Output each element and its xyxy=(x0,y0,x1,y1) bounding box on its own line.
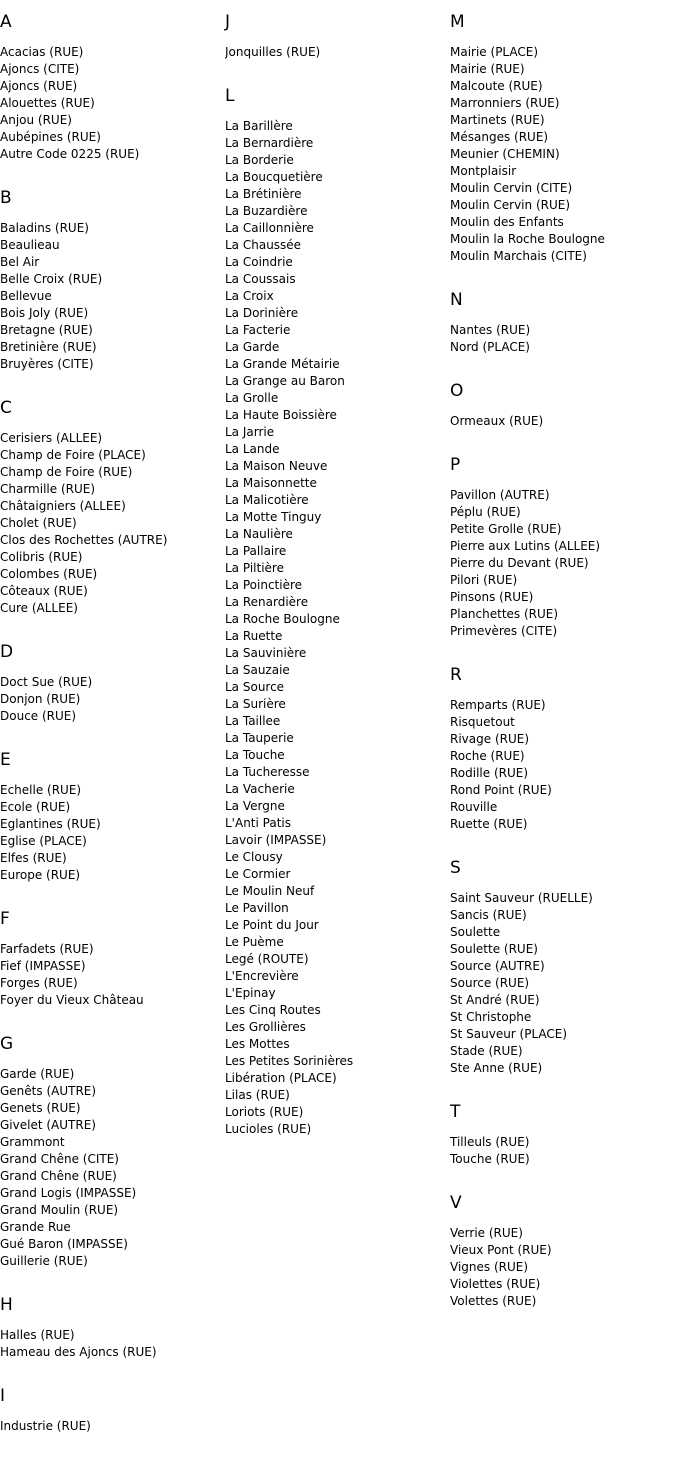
street-name: La Roche Boulogne xyxy=(225,612,340,626)
street-name: La Lande xyxy=(225,442,280,456)
street-name: Martinets (RUE) xyxy=(450,113,545,127)
street-name: Echelle (RUE) xyxy=(0,783,82,797)
street-name: Moulin la Roche Boulogne xyxy=(450,232,605,246)
street-name: La Malicotière xyxy=(225,493,309,507)
street-name: La Pallaire xyxy=(225,544,287,558)
street-list xyxy=(0,674,224,725)
letter-heading: C xyxy=(0,398,12,418)
street-name: Nord (PLACE) xyxy=(450,340,530,354)
street-name: Lucioles (RUE) xyxy=(225,1122,312,1136)
street-name: Grammont xyxy=(0,1135,65,1149)
street-name: La Chaussée xyxy=(225,238,302,252)
street-name: La Touche xyxy=(225,748,285,762)
street-name: Saint Sauveur (RUELLE) xyxy=(450,891,593,905)
street-name: Alouettes (RUE) xyxy=(0,96,95,110)
street-name: Sancis (RUE) xyxy=(450,908,527,922)
street-name: Bretagne (RUE) xyxy=(0,323,93,337)
street-name: Risquetout xyxy=(450,715,515,729)
street-name: Moulin Cervin (CITE) xyxy=(450,181,573,195)
street-name: Givelet (AUTRE) xyxy=(0,1118,96,1132)
street-name: La Vergne xyxy=(225,799,285,813)
street-name: La Buzardière xyxy=(225,204,308,218)
street-name: Violettes (RUE) xyxy=(450,1277,541,1291)
letter-heading: I xyxy=(0,1386,6,1406)
street-name: Moulin Cervin (RUE) xyxy=(450,198,571,212)
street-name: Soulette xyxy=(450,925,501,939)
street-list xyxy=(0,1066,224,1270)
street-name: La Taillee xyxy=(225,714,281,728)
street-name: Le Point du Jour xyxy=(225,918,319,932)
street-name: Legé (ROUTE) xyxy=(225,952,309,966)
street-name: La Coussais xyxy=(225,272,296,286)
street-name: Rivage (RUE) xyxy=(450,732,530,746)
street-name: Champ de Foire (RUE) xyxy=(0,465,133,479)
street-name: La Sauvinière xyxy=(225,646,307,660)
street-name: Rouville xyxy=(450,800,498,814)
street-name: Le Cormier xyxy=(225,867,291,881)
street-name: Cholet (RUE) xyxy=(0,516,77,530)
street-name: Bois Joly (RUE) xyxy=(0,306,89,320)
street-list xyxy=(0,782,224,884)
street-name: Marronniers (RUE) xyxy=(450,96,560,110)
street-name: La Maisonnette xyxy=(225,476,317,490)
street-name: La Grande Métairie xyxy=(225,357,340,371)
letter-section xyxy=(0,640,224,725)
street-name: Champ de Foire (PLACE) xyxy=(0,448,146,462)
street-name: La Sauzaie xyxy=(225,663,290,677)
street-name: Ajoncs (CITE) xyxy=(0,62,80,76)
street-name: St Sauveur (PLACE) xyxy=(450,1027,568,1041)
street-list xyxy=(450,1134,675,1168)
street-name: Doct Sue (RUE) xyxy=(0,675,93,689)
street-name: Ecole (RUE) xyxy=(0,800,71,814)
letter-section xyxy=(225,10,449,61)
street-name: Gué Baron (IMPASSE) xyxy=(0,1237,128,1251)
street-name: La Barillère xyxy=(225,119,293,133)
street-name: Beaulieau xyxy=(0,238,60,252)
street-name: Les Mottes xyxy=(225,1037,290,1051)
street-name: Hameau des Ajoncs (RUE) xyxy=(0,1345,157,1359)
street-list xyxy=(450,890,675,1077)
street-name: Farfadets (RUE) xyxy=(0,942,94,956)
street-name: Belle Croix (RUE) xyxy=(0,272,103,286)
street-name: La Facterie xyxy=(225,323,291,337)
street-name: Eglise (PLACE) xyxy=(0,834,87,848)
street-name: Douce (RUE) xyxy=(0,709,77,723)
letter-heading: R xyxy=(450,665,462,685)
street-list xyxy=(0,44,224,163)
street-name: Péplu (RUE) xyxy=(450,505,521,519)
street-name: La Vacherie xyxy=(225,782,295,796)
street-name: La Naulière xyxy=(225,527,293,541)
letter-section xyxy=(450,856,675,1077)
street-name: La Poinctière xyxy=(225,578,303,592)
street-name: Eglantines (RUE) xyxy=(0,817,101,831)
street-name: La Brétinière xyxy=(225,187,302,201)
street-name: La Motte Tinguy xyxy=(225,510,322,524)
street-name: Cure (ALLEE) xyxy=(0,601,78,615)
street-name: Grand Chêne (CITE) xyxy=(0,1152,119,1166)
street-name: La Source xyxy=(225,680,285,694)
street-name: Vignes (RUE) xyxy=(450,1260,529,1274)
index-column-1 xyxy=(0,10,224,1458)
street-name: Colibris (RUE) xyxy=(0,550,83,564)
street-name: Côteaux (RUE) xyxy=(0,584,88,598)
street-name: La Grange au Baron xyxy=(225,374,345,388)
street-list xyxy=(450,1225,675,1310)
street-name: Anjou (RUE) xyxy=(0,113,72,127)
street-name: Pilori (RUE) xyxy=(450,573,518,587)
street-name: La Renardière xyxy=(225,595,309,609)
street-name: Le Pavillon xyxy=(225,901,289,915)
street-name: Lavoir (IMPASSE) xyxy=(225,833,327,847)
street-name: Pavillon (AUTRE) xyxy=(450,488,550,502)
street-name: La Borderie xyxy=(225,153,294,167)
street-name: Genets (RUE) xyxy=(0,1101,81,1115)
street-name: Le Clousy xyxy=(225,850,283,864)
letter-section xyxy=(0,396,224,617)
letter-section xyxy=(450,1100,675,1168)
letter-section xyxy=(450,379,675,430)
street-name: Roche (RUE) xyxy=(450,749,525,763)
street-name: Verrie (RUE) xyxy=(450,1226,523,1240)
street-name: Primevères (CITE) xyxy=(450,624,558,638)
street-name: Rond Point (RUE) xyxy=(450,783,552,797)
letter-heading: M xyxy=(450,12,465,32)
street-name: Elfes (RUE) xyxy=(0,851,67,865)
letter-heading: D xyxy=(0,642,14,662)
street-name: Grand Chêne (RUE) xyxy=(0,1169,117,1183)
letter-heading: L xyxy=(225,86,235,106)
street-name: Montplaisir xyxy=(450,164,517,178)
street-name: Source (RUE) xyxy=(450,976,530,990)
street-name: Remparts (RUE) xyxy=(450,698,546,712)
street-name: Foyer du Vieux Château xyxy=(0,993,144,1007)
street-name: Malcoute (RUE) xyxy=(450,79,543,93)
street-list xyxy=(0,1327,224,1361)
street-name: La Bernardière xyxy=(225,136,314,150)
street-name: La Grolle xyxy=(225,391,279,405)
street-name: La Tauperie xyxy=(225,731,294,745)
street-name: Europe (RUE) xyxy=(0,868,81,882)
letter-heading: A xyxy=(0,12,12,32)
street-name: Moulin Marchais (CITE) xyxy=(450,249,587,263)
street-name: Aubépines (RUE) xyxy=(0,130,101,144)
street-name: Source (AUTRE) xyxy=(450,959,545,973)
street-name: La Boucquetière xyxy=(225,170,323,184)
street-name: Vieux Pont (RUE) xyxy=(450,1243,552,1257)
street-name: Clos des Rochettes (AUTRE) xyxy=(0,533,168,547)
letter-heading: G xyxy=(0,1034,14,1054)
street-name: La Dorinière xyxy=(225,306,299,320)
street-name: Grand Logis (IMPASSE) xyxy=(0,1186,137,1200)
letter-heading: B xyxy=(0,188,12,208)
street-name: Industrie (RUE) xyxy=(0,1419,91,1433)
street-name: St André (RUE) xyxy=(450,993,540,1007)
street-list xyxy=(450,44,675,265)
street-name: Libération (PLACE) xyxy=(225,1071,337,1085)
street-list xyxy=(450,697,675,833)
street-name: L'Encrevière xyxy=(225,969,299,983)
letter-section xyxy=(0,748,224,884)
street-name: Les Petites Sorinières xyxy=(225,1054,354,1068)
street-name: Genêts (AUTRE) xyxy=(0,1084,97,1098)
street-name: La Haute Boissière xyxy=(225,408,337,422)
street-name: Bel Air xyxy=(0,255,40,269)
letter-heading: F xyxy=(0,909,10,929)
street-list xyxy=(450,487,675,640)
street-name: Garde (RUE) xyxy=(0,1067,75,1081)
street-list xyxy=(450,322,675,356)
street-name: Moulin des Enfants xyxy=(450,215,564,229)
street-name: La Caillonnière xyxy=(225,221,314,235)
street-name: Forges (RUE) xyxy=(0,976,78,990)
street-name: Stade (RUE) xyxy=(450,1044,523,1058)
street-name: Charmille (RUE) xyxy=(0,482,96,496)
letter-heading: S xyxy=(450,858,461,878)
street-name: Mésanges (RUE) xyxy=(450,130,549,144)
letter-heading: O xyxy=(450,381,464,401)
street-name: L'Anti Patis xyxy=(225,816,291,830)
street-name: Ormeaux (RUE) xyxy=(450,414,544,428)
street-name: Rodille (RUE) xyxy=(450,766,529,780)
street-name: Grand Moulin (RUE) xyxy=(0,1203,119,1217)
letter-section xyxy=(450,663,675,833)
street-list xyxy=(0,1418,224,1435)
street-list xyxy=(0,430,224,617)
letter-section xyxy=(0,907,224,1009)
letter-heading: N xyxy=(450,290,463,310)
street-list xyxy=(0,220,224,373)
street-name: Bruyères (CITE) xyxy=(0,357,94,371)
letter-section xyxy=(0,186,224,373)
letter-section xyxy=(450,288,675,356)
street-name: Loriots (RUE) xyxy=(225,1105,304,1119)
street-name: La Ruette xyxy=(225,629,283,643)
street-name: Touche (RUE) xyxy=(450,1152,530,1166)
letter-heading: H xyxy=(0,1295,13,1315)
street-name: Volettes (RUE) xyxy=(450,1294,537,1308)
street-name: Pierre du Devant (RUE) xyxy=(450,556,589,570)
street-name: St Christophe xyxy=(450,1010,532,1024)
street-name: Châtaigniers (ALLEE) xyxy=(0,499,126,513)
street-name: Ajoncs (RUE) xyxy=(0,79,78,93)
letter-section xyxy=(450,453,675,640)
street-name: Halles (RUE) xyxy=(0,1328,75,1342)
street-name: Pinsons (RUE) xyxy=(450,590,534,604)
letter-section xyxy=(0,1384,224,1435)
street-name: Tilleuls (RUE) xyxy=(450,1135,530,1149)
street-name: La Tucheresse xyxy=(225,765,310,779)
street-name: Petite Grolle (RUE) xyxy=(450,522,562,536)
street-name: Guillerie (RUE) xyxy=(0,1254,88,1268)
street-name: Les Cinq Routes xyxy=(225,1003,321,1017)
street-name: La Croix xyxy=(225,289,274,303)
letter-section xyxy=(0,10,224,163)
street-name: La Surière xyxy=(225,697,286,711)
index-column-2 xyxy=(225,10,449,1161)
street-list xyxy=(0,941,224,1009)
street-name: La Jarrie xyxy=(225,425,275,439)
street-name: Mairie (RUE) xyxy=(450,62,525,76)
letter-section xyxy=(0,1293,224,1361)
street-name: Cerisiers (ALLEE) xyxy=(0,431,103,445)
street-name: Les Grollières xyxy=(225,1020,306,1034)
letter-heading: V xyxy=(450,1193,462,1213)
letter-heading: P xyxy=(450,455,461,475)
street-name: Ruette (RUE) xyxy=(450,817,528,831)
letter-heading: E xyxy=(0,750,11,770)
street-name: Acacias (RUE) xyxy=(0,45,84,59)
street-name: Baladins (RUE) xyxy=(0,221,89,235)
street-name: Lilas (RUE) xyxy=(225,1088,290,1102)
street-list xyxy=(225,118,449,1138)
street-name: Soulette (RUE) xyxy=(450,942,538,956)
street-name: Le Moulin Neuf xyxy=(225,884,315,898)
letter-section xyxy=(450,1191,675,1310)
street-name: Grande Rue xyxy=(0,1220,71,1234)
index-column-3 xyxy=(450,10,675,1333)
street-name: Nantes (RUE) xyxy=(450,323,531,337)
street-name: Planchettes (RUE) xyxy=(450,607,559,621)
street-name: La Piltière xyxy=(225,561,284,575)
street-name: Ste Anne (RUE) xyxy=(450,1061,543,1075)
letter-section xyxy=(225,84,449,1138)
street-name: L'Epinay xyxy=(225,986,276,1000)
street-name: Mairie (PLACE) xyxy=(450,45,539,59)
street-list xyxy=(225,44,449,61)
street-name: Le Puème xyxy=(225,935,284,949)
street-name: La Coindrie xyxy=(225,255,293,269)
street-name: Donjon (RUE) xyxy=(0,692,81,706)
letter-heading: J xyxy=(225,12,231,32)
street-name: Pierre aux Lutins (ALLEE) xyxy=(450,539,601,553)
street-name: La Garde xyxy=(225,340,280,354)
street-name: Autre Code 0225 (RUE) xyxy=(0,147,140,161)
letter-section xyxy=(450,10,675,265)
letter-section xyxy=(0,1032,224,1270)
street-name: La Maison Neuve xyxy=(225,459,328,473)
street-name: Jonquilles (RUE) xyxy=(225,45,321,59)
street-name: Fief (IMPASSE) xyxy=(0,959,86,973)
street-name: Meunier (CHEMIN) xyxy=(450,147,560,161)
street-name: Bellevue xyxy=(0,289,52,303)
street-list xyxy=(450,413,675,430)
street-name: Colombes (RUE) xyxy=(0,567,98,581)
street-name: Bretinière (RUE) xyxy=(0,340,97,354)
letter-heading: T xyxy=(450,1102,461,1122)
